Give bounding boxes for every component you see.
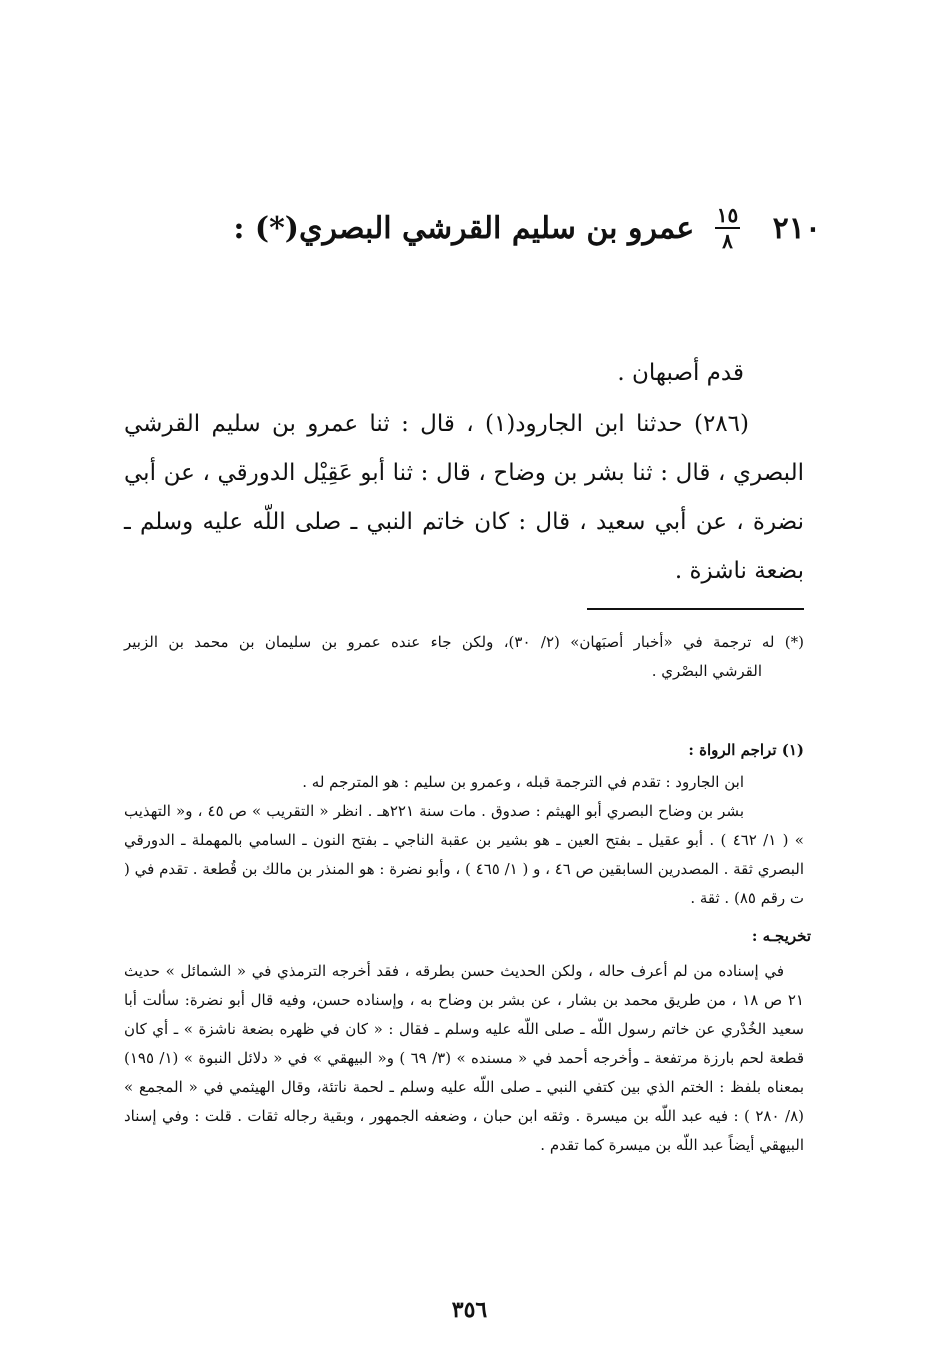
takhrij-heading: تخريجـه : [751,927,811,945]
page-number: ٣٥٦ [451,1297,488,1323]
narrator-2-rest: ص ٤٥ ، و« التهذيب » ( ١/ ٤٦٢ ) . أبو عقيل ـ بفتح العين ـ هو بشير بن عقبة الناجي ـ بفتح النون ـ السامي بالمهملة ـ الدورقي البصري ثقة . المصدرين السابقين ص ٤٦ ، و ( ١/ ٤٦٥ ) ، وأبو نضرة : هو المنذر بن مالك بن قُطعة . تقدم في ( ت رقم ٨٥) . ثقة . [124,802,805,907]
hadith-first-line: (٢٨٦) حدثنا ابن الجارود(١) ، قال : ثنا عمرو بن سليم القرشي [124,411,749,437]
entry-fraction [715,205,740,251]
footnote-star-cont: القرشي البصْري . [651,662,762,680]
fraction-denominator: ٨ [722,229,733,253]
footnote-separator [587,608,804,610]
entry-number: ٢١٠ [772,210,821,246]
takhrij-paragraph [124,957,804,1160]
hadith-paragraph [124,400,804,596]
footnote-1-heading: (١) تراجم الرواة : [688,741,804,759]
narrators-block [124,768,804,913]
takhrij-rest: « الشمائل » حديث ٢١ ص ١٨ ، من طريق محمد بن بشار ، عن بشر بن وضاح به ، وإسناده حسن، وفيه قال أبو نضرة: سألت أبا سعيد الخُدْري عن خاتم رسول اللّه ـ صلى اللّه عليه وسلم ـ فقال : « كان في ظهره بضعة ناشزة » ـ أي كان قطعة لحم بارزة مرتفعة ـ وأخرجه أحمد في « مسنده » (٣/ ٦٩ ) و« البيهقي » في « دلائل النبوة » (١/ ١٩٥) بمعناه بلفظ : الختم الذي بين كتفي النبي ـ صلى اللّه عليه وسلم ـ لحمة ناتئة، وقال الهيثمي في « المجمع » (٨/ ٢٨٠ ) : فيه عبد اللّه بن ميسرة . وثقه ابن حبان ، وضعفه الجمهور ، وبقية رجاله ثقات . قلت : وفي إسناد البيهقي أيضاً عبد اللّه بن ميسرة كما تقدم . [124,962,804,1154]
takhrij-first: في إسناده من لم أعرف حاله ، ولكن الحديث حسن بطرقه ، فقد أخرجه الترمذي في [251,962,784,980]
narrator-1: ابن الجارود : تقدم في الترجمة قبله ، وعمرو بن سليم : هو المترجم له . [302,773,744,791]
footnote-star-first: (*) له ترجمة في «أخبار أصبَهان» (٢/ ٣٠)، ولكن جاء عنده عمرو بن سليمان بن محمد بن الزبير [124,633,804,651]
footnote-star [124,628,804,686]
narrator-2-first: بشر بن وضاح البصري أبو الهيثم : صدوق . مات سنة ٢٢١هـ . انظر « التقريب » [251,802,744,820]
narrator-2 [124,802,804,907]
hadith-rest: البصري ، قال : ثنا بشر بن وضاح ، قال : ثنا أبو عَقِيْل الدورقي ، عن أبي نضرة ، عن أبي سعيد ، قال : كان خاتم النبي ـ صلى اللّه عليه وسلم ـ بضعة ناشزة . [124,460,804,584]
intro-line: قدم أصبهان . [617,360,744,386]
fraction-numerator: ١٥ [716,203,739,227]
entry-title: عمرو بن سليم القرشي البصري(*) : [233,210,695,246]
entry-heading [101,205,821,251]
